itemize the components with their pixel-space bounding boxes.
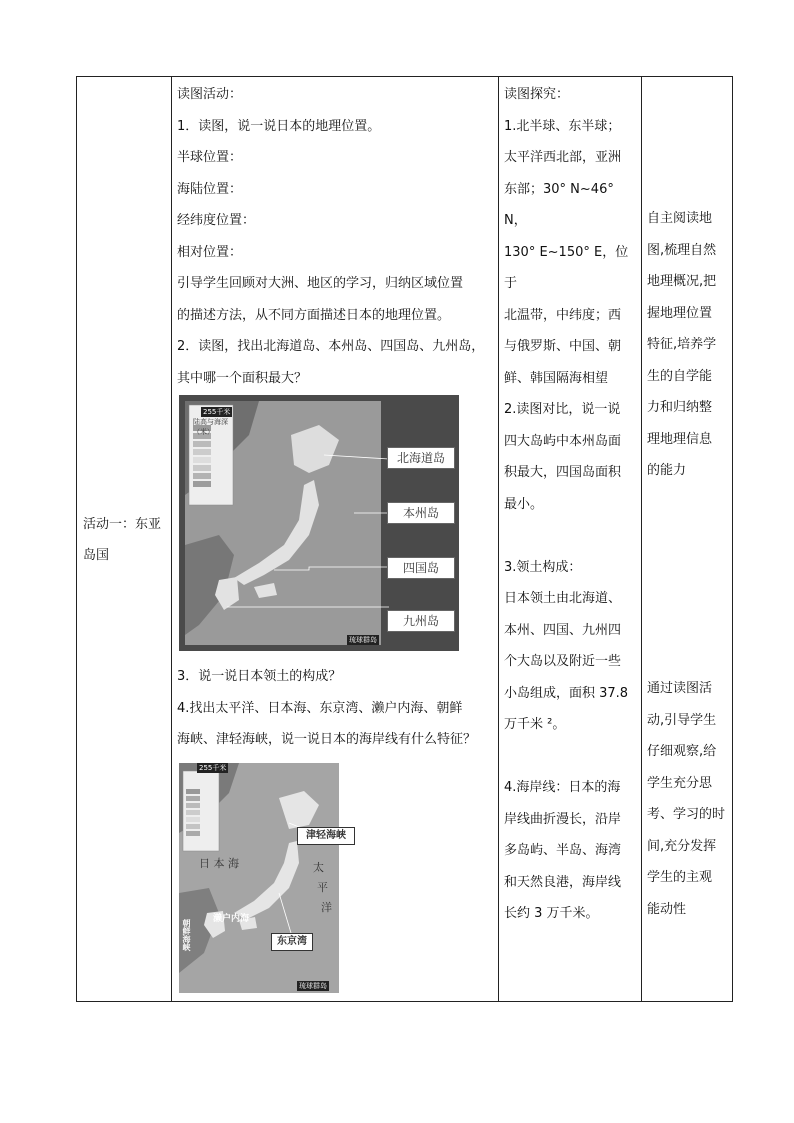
japan-map-coast xyxy=(179,763,346,993)
text-line: 相对位置： xyxy=(177,244,243,260)
text-line: 海峡、津轻海峡，说一说日本的海岸线有什么特征？ xyxy=(177,732,477,747)
text-line: 北温带，中纬度；西 xyxy=(504,307,622,323)
text-line: 鲜、韩国隔海相望 xyxy=(504,370,609,386)
text-line: 海陆位置： xyxy=(177,181,243,197)
text-line: 2.读图对比，说一说 xyxy=(504,402,621,417)
text-line: 读图探究： xyxy=(504,87,570,102)
text-line xyxy=(504,741,636,773)
japan-map-islands xyxy=(179,395,459,651)
text-line: 积最大，四国岛面积 xyxy=(504,465,622,480)
callout-shikoku: 四国岛 xyxy=(387,557,455,579)
text-line: 考、学习的时 xyxy=(647,807,726,822)
design-intent-text-1 xyxy=(647,203,729,487)
text-line: 间,充分发挥 xyxy=(647,838,717,854)
map-scale: 255千米 xyxy=(199,764,227,772)
text-line: 长约 3 万千米。 xyxy=(504,906,599,921)
text-line: 自主阅读地 xyxy=(647,211,713,226)
map-source: 琉球群岛 xyxy=(349,636,377,644)
text-line: 岸线曲折漫长，沿岸 xyxy=(504,811,622,827)
text-line: 东部；30° N~46° N， xyxy=(504,181,614,228)
text-line: 3.领土构成： xyxy=(504,559,582,575)
callout-hokkaido: 北海道岛 xyxy=(387,447,455,469)
text-line: 最小。 xyxy=(504,496,544,512)
design-intent-cell xyxy=(641,77,734,1001)
text-line: 万千米 ²。 xyxy=(504,717,566,732)
callout-honshu: 本州岛 xyxy=(387,502,455,524)
lesson-table xyxy=(76,76,733,1002)
student-activity-text xyxy=(504,79,636,930)
text-line: 四大岛屿中本州岛面 xyxy=(504,433,622,449)
text-line: 日本领土由北海道、 xyxy=(504,591,622,606)
text-line: 1.北半球、东半球； xyxy=(504,118,621,134)
text-line: 能动性 xyxy=(647,901,687,917)
text-line: 动,引导学生 xyxy=(647,712,717,728)
map-scale: 255千米 xyxy=(203,408,231,416)
text-line: 太平洋西北部，亚洲 xyxy=(504,150,622,165)
callout-kyushu: 九州岛 xyxy=(387,610,455,632)
text-line: 生的自学能 xyxy=(647,368,713,384)
pacific-label-3: 洋 xyxy=(321,901,332,914)
design-intent-text-2 xyxy=(647,673,729,925)
text-line: 3．说一说日本领土的构成？ xyxy=(177,669,342,684)
text-line: 经纬度位置： xyxy=(177,213,256,228)
text-line xyxy=(504,520,636,552)
text-line: 读图活动： xyxy=(177,87,243,102)
text-line: 握地理位置 xyxy=(647,305,713,321)
text-line: 的描述方法，从不同方面描述日本的地理位置。 xyxy=(177,307,451,323)
map-legend-title: 陆高与海深（米） xyxy=(193,418,228,436)
teacher-activity-text-2 xyxy=(177,661,495,756)
text-line: 引导学生回顾对大洲、地区的学习，归纳区域位置 xyxy=(177,276,464,291)
pacific-label-2: 平 xyxy=(317,881,328,894)
map-graphic xyxy=(179,763,339,993)
sea-of-japan-label: 日 本 海 xyxy=(199,857,239,870)
callout-tokyo-bay: 东京湾 xyxy=(271,933,313,951)
activity-cell xyxy=(77,77,171,1001)
text-line: 半球位置： xyxy=(177,150,243,165)
text-line: 和天然良港，海岸线 xyxy=(504,874,622,890)
text-line: 图,梳理自然 xyxy=(647,242,717,258)
seto-inland-sea-label: 濑户内海 xyxy=(213,914,250,924)
text-line: 通过读图活 xyxy=(647,681,713,696)
text-line: 其中哪一个面积最大？ xyxy=(177,370,308,386)
text-line: 本州、四国、九州四 xyxy=(504,622,622,638)
text-line: 特征,培养学 xyxy=(647,337,717,352)
text-line: 小岛组成，面积 37.8 xyxy=(504,685,629,701)
text-line: 仔细观察,给 xyxy=(647,744,717,759)
map-source: 琉球群岛 xyxy=(299,982,327,990)
text-line: 学生的主观 xyxy=(647,870,713,885)
text-line: 4.海岸线：日本的海 xyxy=(504,780,621,795)
activity-label: 活动一：东亚岛国 xyxy=(83,517,162,563)
text-line: 多岛屿、半岛、海湾 xyxy=(504,843,622,858)
text-line: 130° E~150° E，位于 xyxy=(504,244,629,291)
text-line: 1．读图，说一说日本的地理位置。 xyxy=(177,118,381,134)
student-activity-cell xyxy=(498,77,641,1001)
text-line: 4.找出太平洋、日本海、东京湾、濑户内海、朝鲜 xyxy=(177,700,463,716)
teacher-activity-text xyxy=(177,79,495,394)
text-line: 地理概况,把 xyxy=(647,274,717,289)
text-line: 与俄罗斯、中国、朝 xyxy=(504,339,622,354)
text-line: 力和归纳整 xyxy=(647,400,713,415)
pacific-label-1: 太 xyxy=(313,861,324,874)
callout-tsugaru-strait: 津轻海峡 xyxy=(297,827,355,845)
text-line: 理地理信息 xyxy=(647,431,713,447)
text-line: 个大岛以及附近一些 xyxy=(504,654,622,669)
text-line: 2．读图，找出北海道岛、本州岛、四国岛、九州岛， xyxy=(177,339,485,354)
text-line: 的能力 xyxy=(647,463,687,478)
text-line: 学生充分思 xyxy=(647,775,713,791)
korea-strait-label: 朝鲜海峡 xyxy=(182,919,191,951)
